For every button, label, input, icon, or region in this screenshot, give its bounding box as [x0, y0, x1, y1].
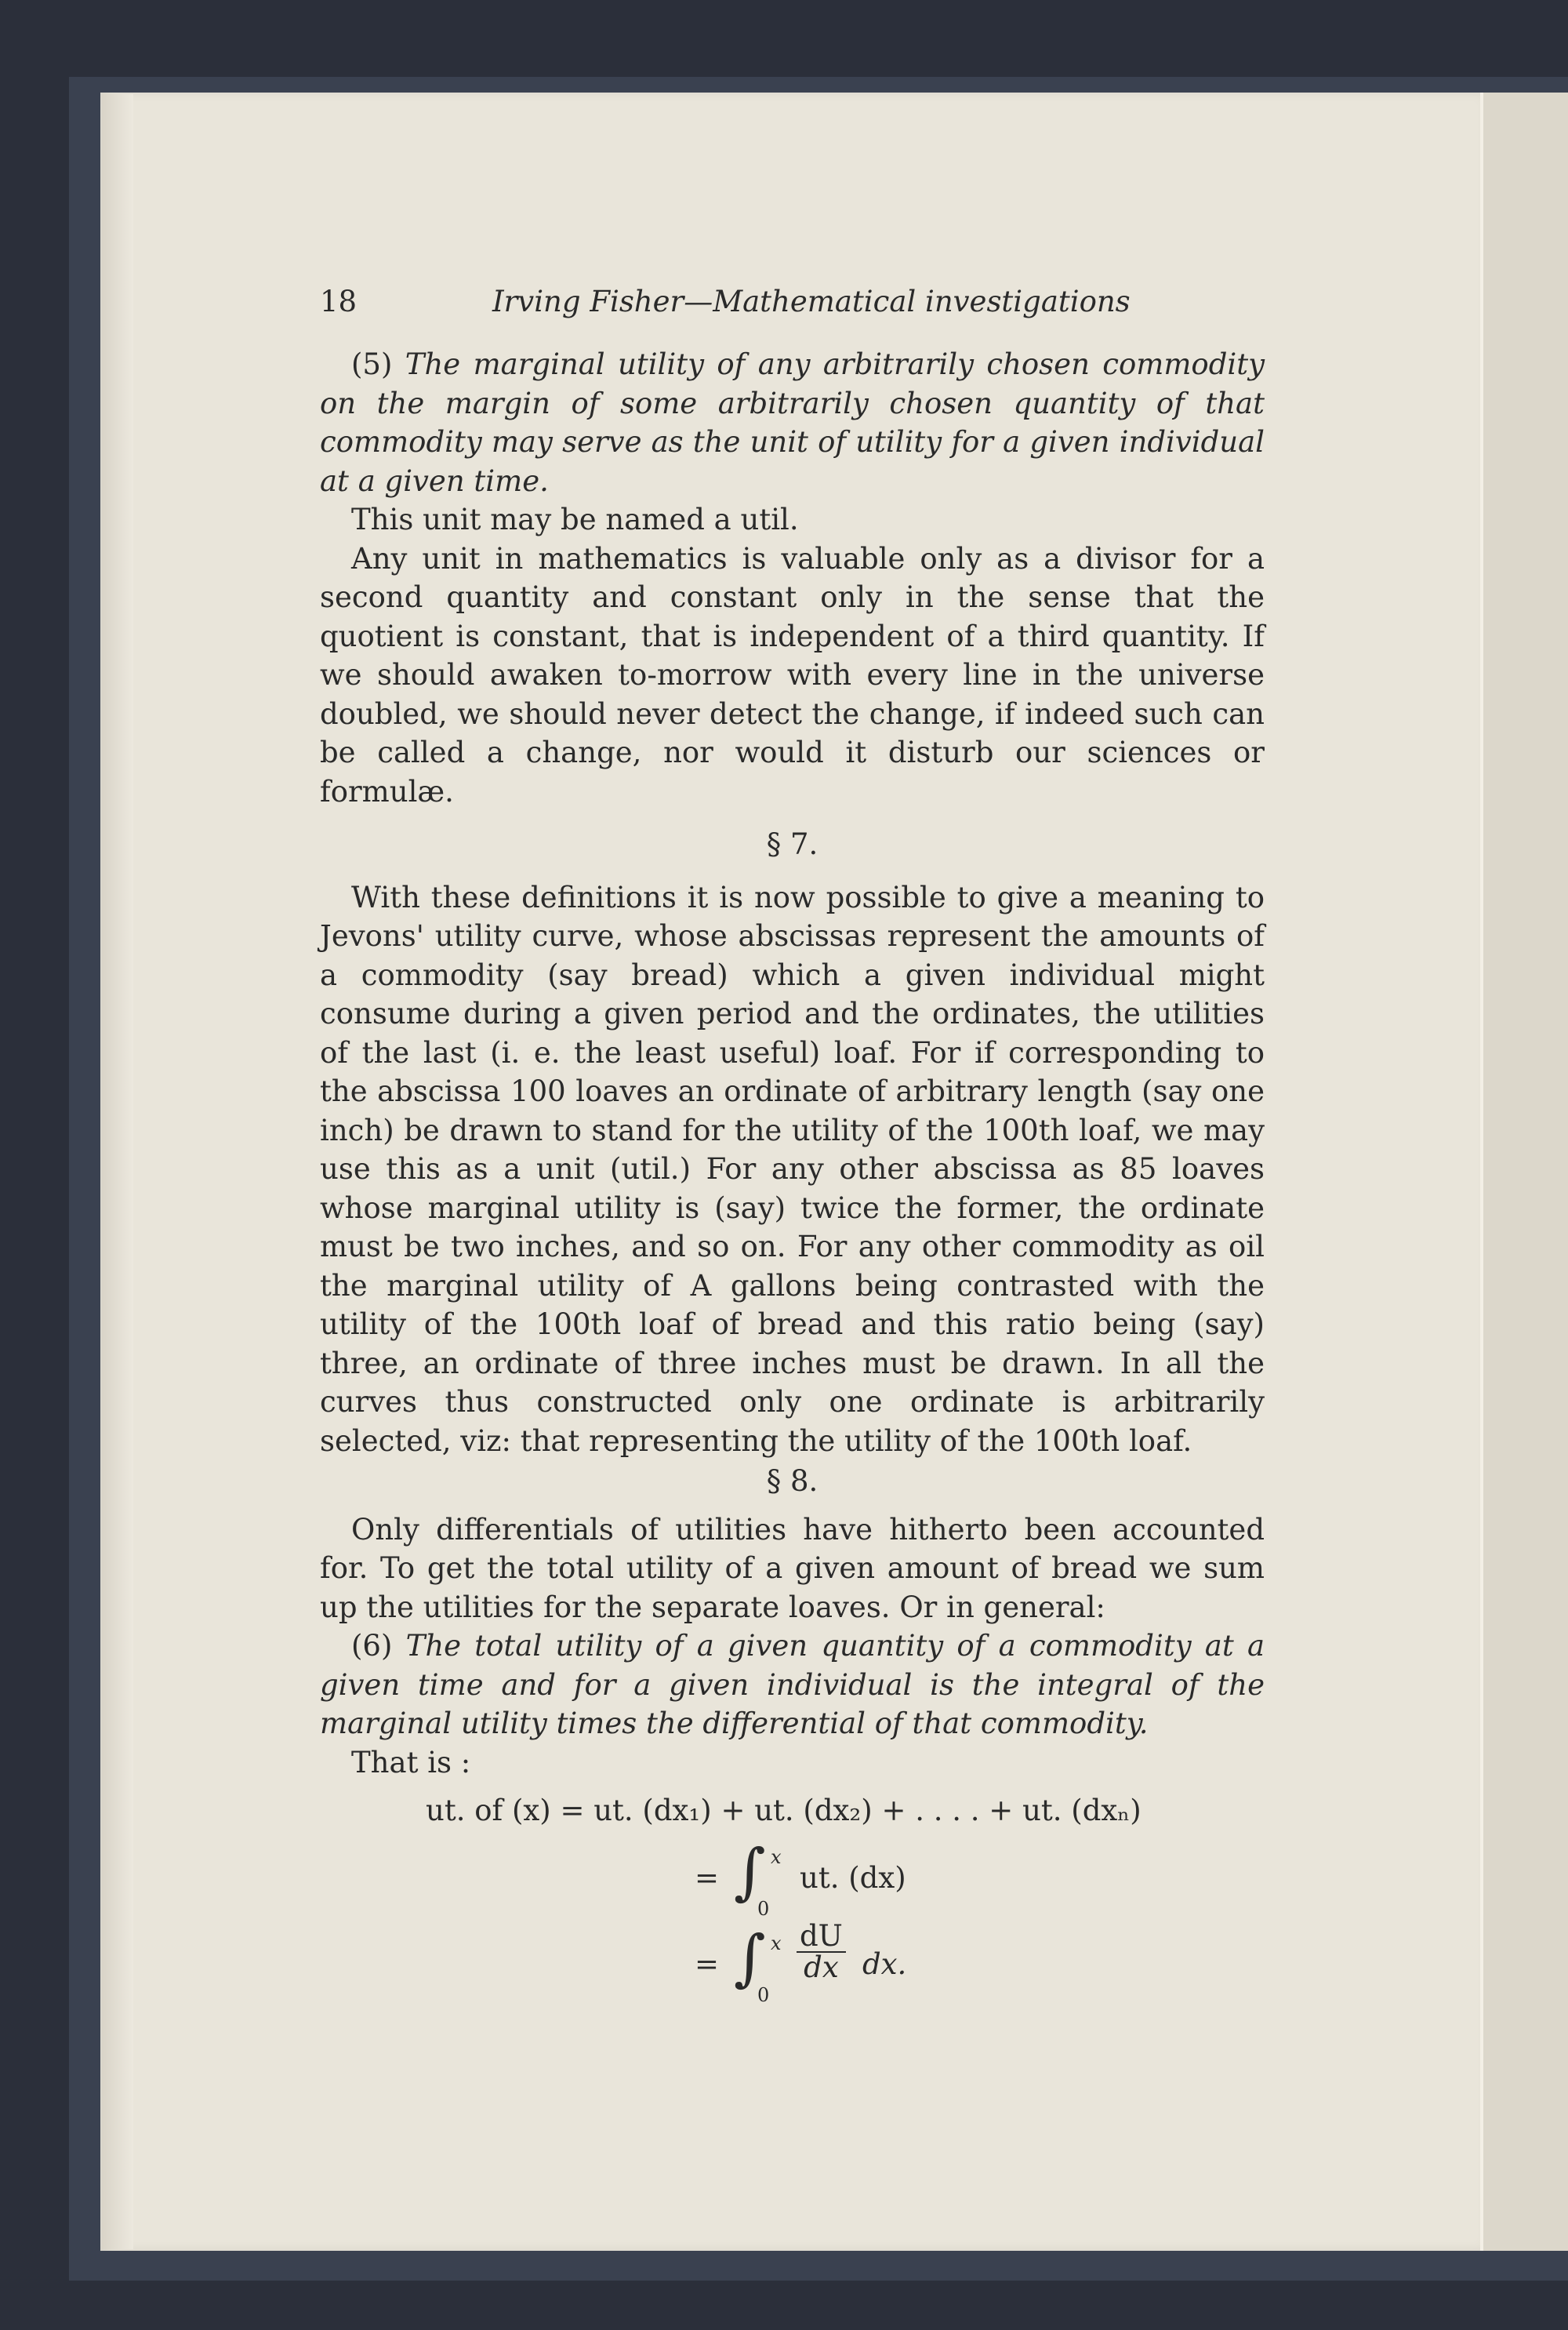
running-head-title: Irving Fisher—Mathematical investigations [492, 285, 1131, 318]
proposition-6-text: The total utility of a given quantity of a commodity at a given time and for a given individual is the integral of the marginal utility times the differential of that commodity. [320, 1629, 1265, 1740]
paragraph-util-named: This unit may be named a util. [351, 503, 799, 536]
page-content [320, 282, 1265, 2008]
page-edge-right [1480, 93, 1568, 2251]
lower-limit-2: 0 [757, 1898, 770, 1920]
proposition-6-number: (6) [351, 1629, 393, 1663]
page-number: 18 [320, 285, 358, 318]
integrand-2: ut. (dx) [800, 1861, 906, 1895]
upper-limit-2: x [771, 1846, 782, 1868]
fraction-denominator: dx [804, 1950, 839, 1984]
lower-limit-3: 0 [757, 1984, 770, 2006]
running-head [320, 282, 1265, 322]
paragraph-section-7: With these definitions it is now possible to give a meaning to Jevons' utility curve, whose abscissas represent the amounts of a commodity (say bread) which a given individual might consume during a given period and the ordinates, the utilities of the last (i. e. the least useful) loaf. For if corresponding to the abscissa 100 loaves an ordinate of arbitrary length (say one inch) be drawn to stand for the utility of the 100th loaf, we may use this as a unit (util.) For any other abscissa as 85 loaves whose marginal utility is (say) twice the former, the ordinate must be two inches, and so on. For any other commodity as oil the marginal utility of A gallons being contrasted with the utility of the 100th loaf of bread and this ratio being (say) three, an ordinate of three inches must be drawn. In all the curves thus constructed only one ordinate is arbitrarily selected, viz: that representing the utility of the 100th loaf. [320, 880, 1265, 1458]
proposition-5 [320, 345, 1265, 500]
equation-line-3 [320, 1921, 1265, 2008]
upper-limit-3: x [771, 1932, 782, 1954]
equals-sign-2: = [695, 1861, 720, 1895]
proposition-6 [320, 1627, 1265, 1743]
that-is-line: That is : [351, 1745, 471, 1779]
paragraph-any-unit: Any unit in mathematics is valuable only as a divisor for a second quantity and constant only in the sense that the quotient is constant, that is independent of a third quantity. If we should awaken to-morrow with every line in the universe doubled, we should never detect the change, if indeed such can be called a change, nor would it disturb our sciences or formulæ. [320, 541, 1265, 809]
integral-sign-2: ∫ [734, 1837, 766, 1907]
section-7-heading: § 7. [766, 827, 818, 861]
derivative-fraction [797, 1921, 846, 1983]
integral-sign-3: ∫ [734, 1923, 766, 1994]
page-edge-left [102, 94, 133, 2249]
fraction-numerator: dU [797, 1921, 846, 1953]
section-8-heading: § 8. [766, 1464, 818, 1498]
proposition-5-text: The marginal utility of any arbitrarily chosen commodity on the margin of some arbitrarily chosen quantity of that commodity may serve as the unit of utility for a given individual at a given time. [320, 347, 1265, 498]
equals-sign-3: = [695, 1947, 720, 1981]
differential-tail: dx. [862, 1947, 907, 1981]
paragraph-section-8: Only differentials of utilities have hitherto been accounted for. To get the total utility of a given amount of bread we sum up the utilities for the separate loaves. Or in general: [320, 1512, 1265, 1624]
equation-line-1 [320, 1787, 1265, 1835]
equation-line-2 [320, 1835, 1265, 1921]
proposition-5-number: (5) [351, 347, 393, 381]
equation-sum: ut. of (x) = ut. (dx₁) + ut. (dx₂) + . . . . + ut. (dxₙ) [426, 1794, 1142, 1827]
